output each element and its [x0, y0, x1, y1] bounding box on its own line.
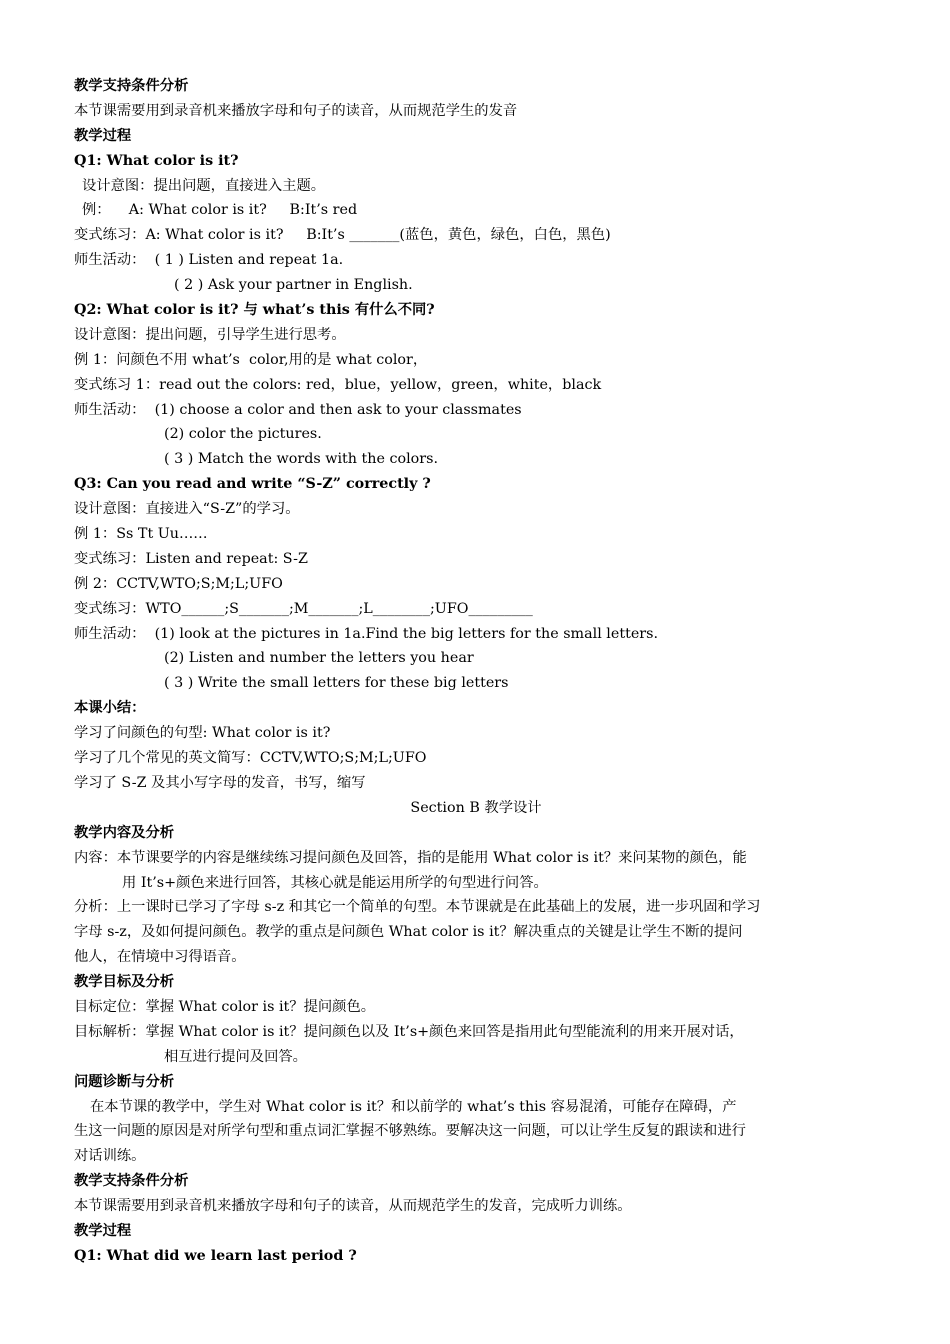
- text-line: 本节课需要用到录音机来播放字母和句子的读音，从而规范学生的发音，完成听力训练。: [74, 1198, 632, 1215]
- text-line: (2) color the pictures.: [164, 426, 322, 443]
- text-line: 师生活动： ( 1 ) Listen and repeat 1a.: [74, 252, 344, 269]
- heading-teaching-process-2: 教学过程: [74, 1222, 132, 1239]
- text-line: 本节课需要用到录音机来播放字母和句子的读音，从而规范学生的发音: [74, 102, 518, 119]
- heading-support-conditions-2: 教学支持条件分析: [74, 1173, 189, 1190]
- text-line: 目标定位：掌握 What color is it？提问颜色。: [74, 998, 376, 1015]
- heading-content-analysis: 教学内容及分析: [74, 824, 175, 841]
- text-line: 对话训练。: [74, 1148, 146, 1165]
- heading-diagnosis: 问题诊断与分析: [74, 1073, 175, 1090]
- text-line: 设计意图：提出问题，直接进入主题。: [82, 177, 326, 194]
- heading-objectives: 教学目标及分析: [74, 974, 175, 991]
- text-line: 他人，在情境中习得语音。: [74, 949, 246, 966]
- question-q3: Q3: Can you read and write “S-Z” correctly ?: [74, 476, 431, 493]
- text-line: 变式练习 1：read out the colors: red，blue，yellow，green，white，black: [74, 376, 602, 393]
- document-page: [74, 74, 878, 1269]
- text-line: 用 It’s+颜色来进行回答，其核心就是能运用所学的句型进行问答。: [122, 874, 548, 891]
- text-line: (2) Listen and number the letters you hear: [164, 650, 474, 667]
- text-line: ( 3 ) Match the words with the colors.: [164, 451, 439, 468]
- text-line: 变式练习：WTO______;S_______;M_______;L________;UFO_________: [74, 600, 533, 617]
- heading-teaching-process: 教学过程: [74, 127, 132, 144]
- section-title: Section B 教学设计: [410, 799, 542, 816]
- text-line: 分析：上一课时已学习了字母 s-z 和其它一个简单的句型。本节课就是在此基础上的发展，进一步巩固和学习: [74, 899, 761, 916]
- text-line: 变式练习：Listen and repeat: S-Z: [74, 550, 308, 567]
- text-line: 师生活动： (1) choose a color and then ask to your classmates: [74, 401, 522, 418]
- text-line: 例 1：问颜色不用 what’s color,用的是 what color，: [74, 351, 428, 368]
- text-line: 相互进行提问及回答。: [164, 1048, 307, 1065]
- question-q1-b: Q1: What did we learn last period ?: [74, 1247, 357, 1264]
- text-line: ( 2 ) Ask your partner in English.: [174, 277, 413, 294]
- text-line: 师生活动： (1) look at the pictures in 1a.Find the big letters for the small letters.: [74, 625, 659, 642]
- text-line: 字母 s-z，及如何提问颜色。教学的重点是问颜色 What color is it？解决重点的关键是让学生不断的提问: [74, 924, 743, 941]
- heading-summary: 本课小结：: [74, 700, 146, 717]
- text-line: 生这一问题的原因是对所学句型和重点词汇掌握不够熟练。要解决这一问题，可以让学生反复的跟读和进行: [74, 1123, 746, 1140]
- text-line: 设计意图：直接进入“S-Z”的学习。: [74, 501, 300, 518]
- text-line: 在本节课的教学中，学生对 What color is it？和以前学的 what’s this 容易混淆，可能存在障碍，产: [90, 1098, 737, 1115]
- text-line: 例： A: What color is it? B:It’s red: [82, 202, 358, 219]
- text-line: 目标解析：掌握 What color is it？提问颜色以及 It’s+颜色来回答是指用此句型能流利的用来开展对话，: [74, 1023, 744, 1040]
- text-line: 学习了几个常见的英文简写：CCTV,WTO;S;M;L;UFO: [74, 750, 427, 767]
- text-line: 变式练习：A: What color is it? B:It’s _______(蓝色，黄色，绿色，白色，黑色): [74, 227, 611, 244]
- text-line: 例 2：CCTV,WTO;S;M;L;UFO: [74, 575, 283, 592]
- text-line: ( 3 ) Write the small letters for these big letters: [164, 675, 509, 692]
- question-q2: Q2: What color is it? 与 what’s this 有什么不同?: [74, 302, 435, 319]
- text-line: 例 1：Ss Tt Uu……: [74, 526, 208, 543]
- text-line: 设计意图：提出问题，引导学生进行思考。: [74, 326, 346, 343]
- text-line: 内容：本节课要学的内容是继续练习提问颜色及回答，指的是能用 What color is it？来问某物的颜色，能: [74, 849, 747, 866]
- question-q1: Q1: What color is it?: [74, 152, 239, 169]
- text-line: 学习了问颜色的句型: What color is it?: [74, 725, 331, 742]
- heading-support-conditions: 教学支持条件分析: [74, 78, 189, 94]
- text-line: 学习了 S-Z 及其小写字母的发音，书写，缩写: [74, 774, 366, 791]
